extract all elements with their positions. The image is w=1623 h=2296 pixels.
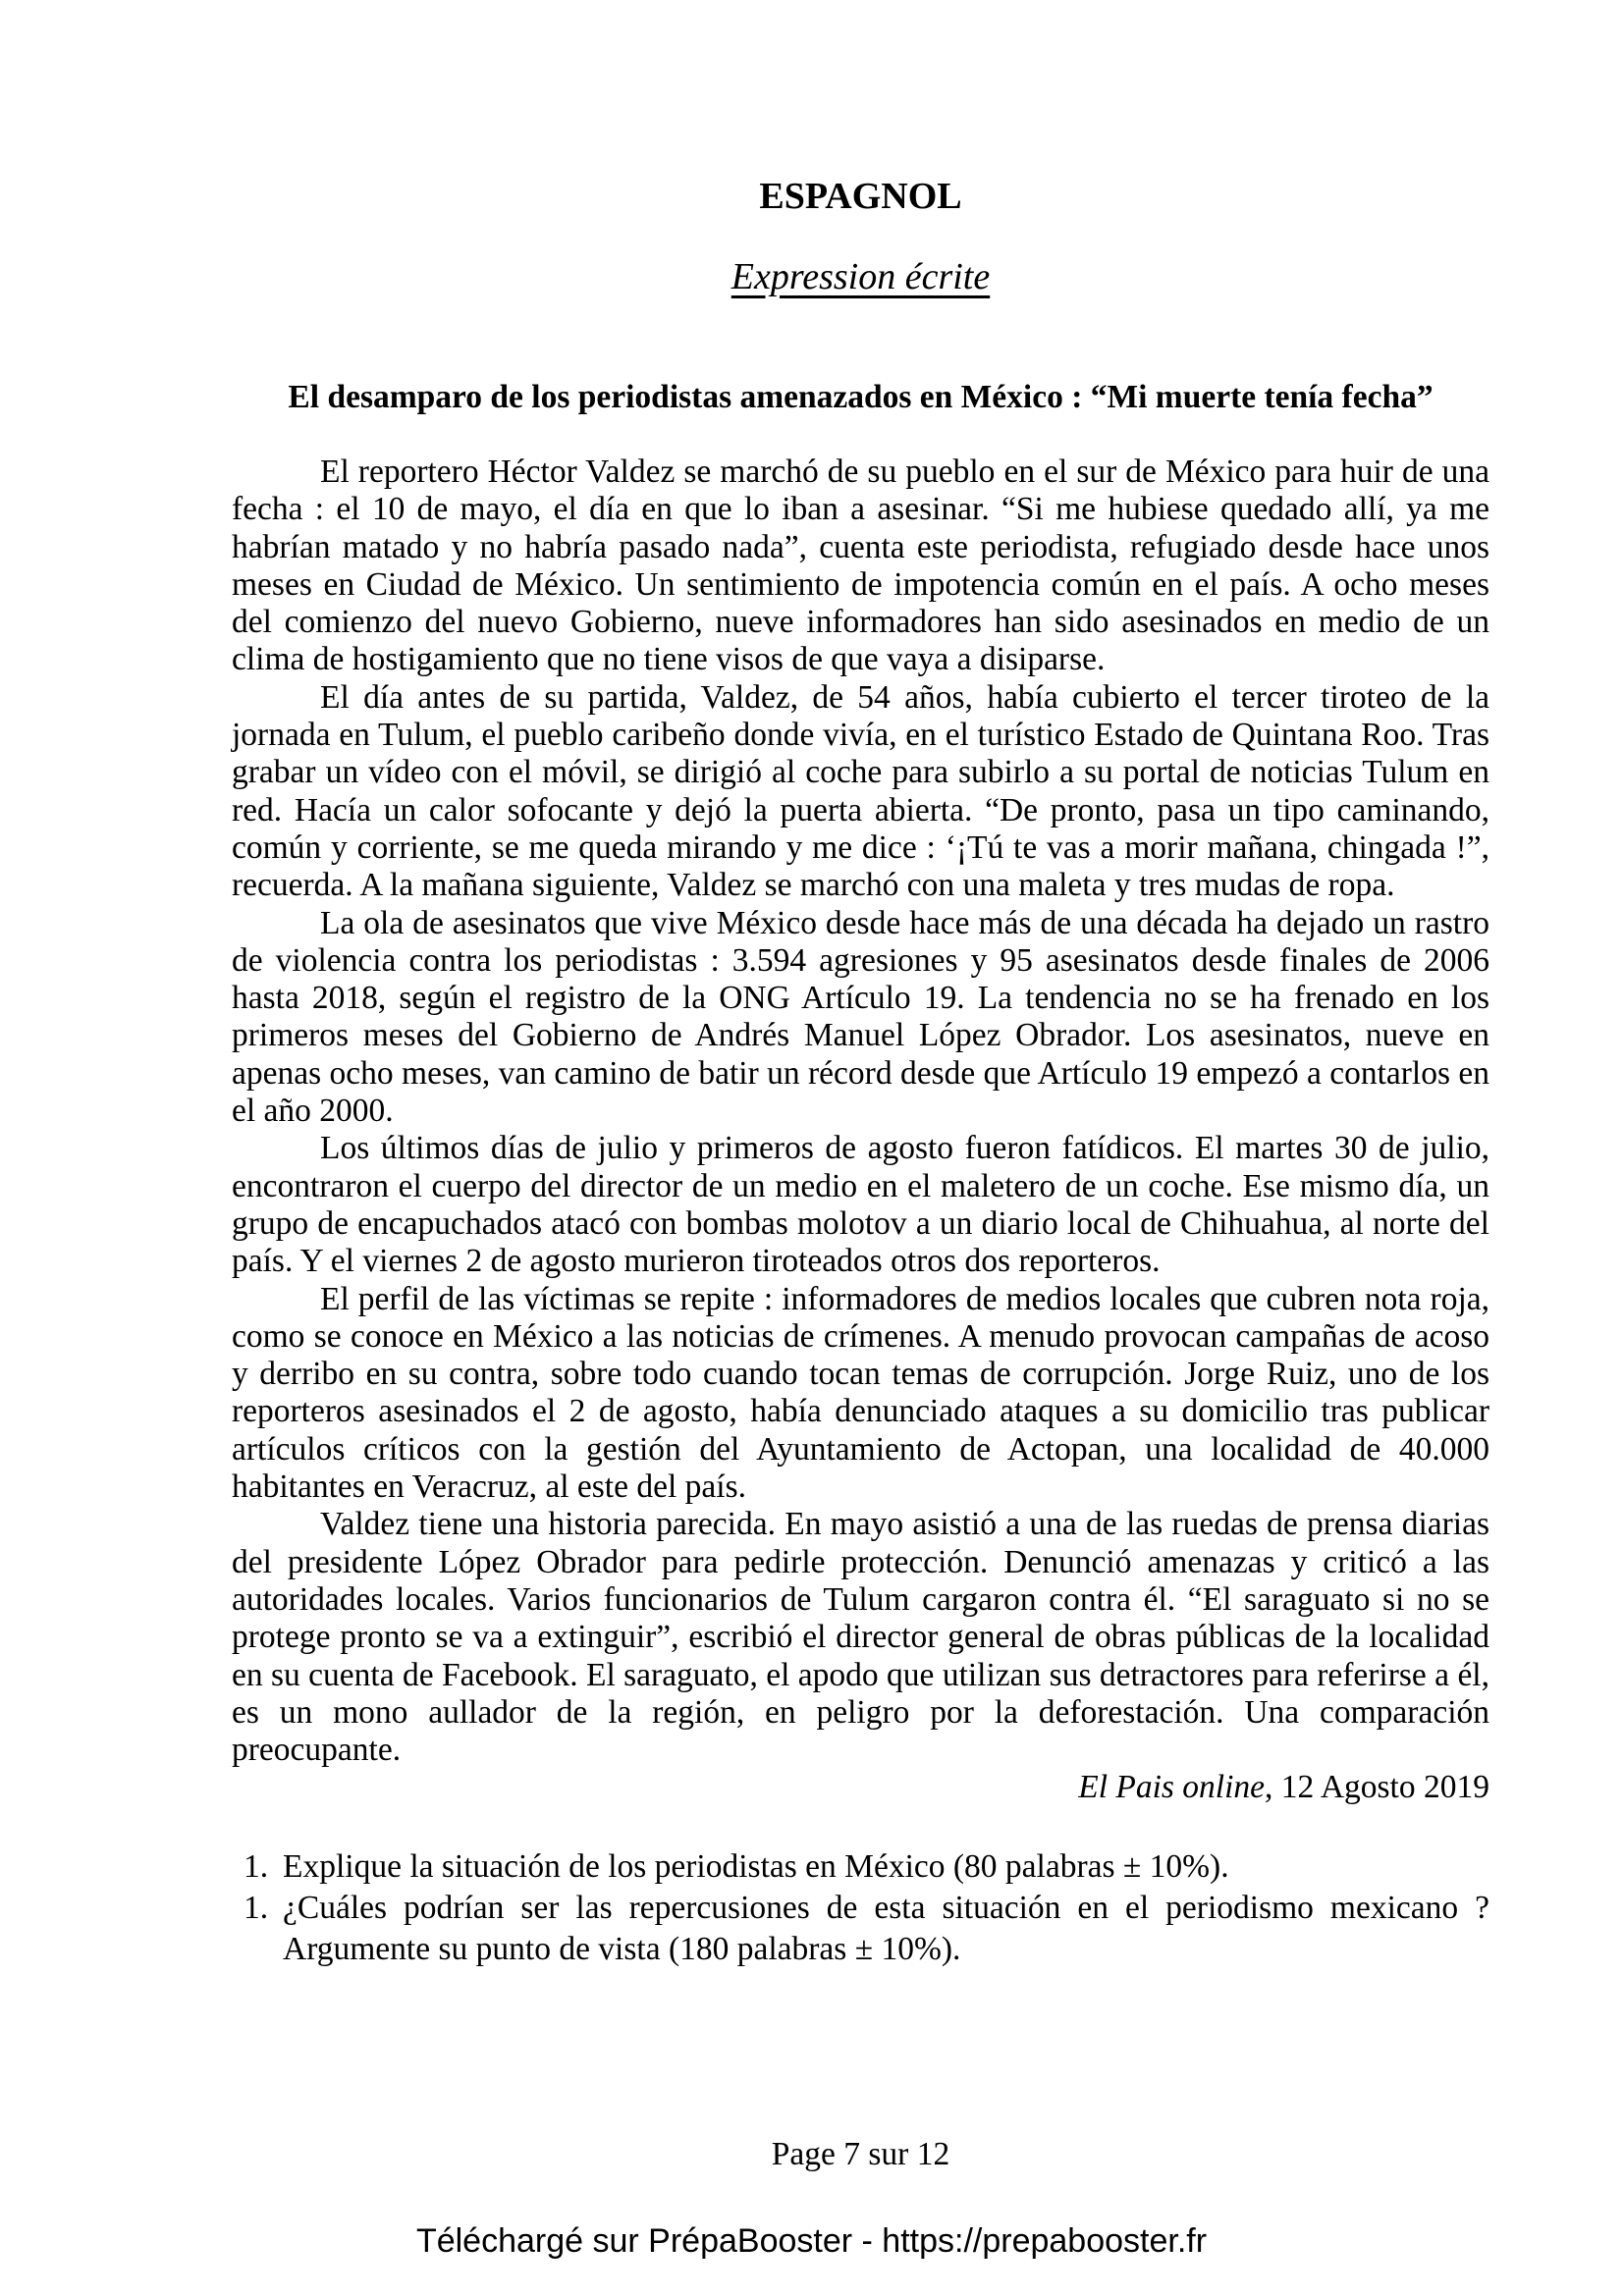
article-paragraph: El perfil de las víctimas se repite : informadores de medios locales que cubren nota roja, como se conoce en México a las noticias de crímenes. A menudo provocan campañas de acoso y derribo en su contra, sobre todo cuando tocan temas de corrupción. Jorge Ruiz, uno de los reporteros asesinados el 2 de agosto, había denunciado ataques a su domicilio tras publicar artículos críticos con la gestión del Ayuntamiento de Actopan, una localidad de 40.000 habitantes en Veracruz, al este del país. (232, 1280, 1489, 1506)
page-number-footer: Page 7 sur 12 (771, 2136, 950, 2172)
question-text: ¿Cuáles podrían ser las repercusiones de esta situación en el periodismo mexicano ? Argumente su punto de vista (180 palabras ± 10%). (283, 1890, 1489, 1967)
article-body (232, 454, 1489, 1807)
section-subtitle (232, 255, 1489, 300)
question-number: 1. (243, 1848, 269, 1885)
attribution-publication: El Pais online (1078, 1769, 1266, 1806)
page-title: ESPAGNOL (759, 176, 962, 217)
question-text: Explique la situación de los periodistas en México (80 palabras ± 10%). (283, 1848, 1229, 1885)
article-headline: El desamparo de los periodistas amenazados en México : “Mi muerte tenía fecha” (288, 379, 1434, 415)
question-item (232, 1846, 1489, 1888)
article-paragraph: Valdez tiene una historia parecida. En mayo asistió a una de las ruedas de prensa diarias del presidente López Obrador para pedirle protección. Denunció amenazas y criticó a las autoridades locales. Varios funcionarios de Tulum cargaron contra él. “El saraguato si no se protege pronto se va a extinguir”, escribió el director general de obras públicas de la localidad en su cuenta de Facebook. El saraguato, el apodo que utilizan sus detractores para referirse a él, es un mono aullador de la región, en peligro por la deforestación. Una comparación preocupante. (232, 1506, 1489, 1769)
article-paragraph: El día antes de su partida, Valdez, de 54 años, había cubierto el tercer tiroteo de la jornada en Tulum, el pueblo caribeño donde vivía, en el turístico Estado de Quintana Roo. Tras grabar un vídeo con el móvil, se dirigió al coche para subirlo a su portal de noticias Tulum en red. Hacía un calor sofocante y dejó la puerta abierta. “De pronto, pasa un tipo caminando, común y corriente, se me queda mirando y me dice : ‘¡Tú te vas a morir mañana, chingada !”, recuerda. A la mañana siguiente, Valdez se marchó con una maleta y tres mudas de ropa. (232, 678, 1489, 904)
article-paragraph: La ola de asesinatos que vive México desde hace más de una década ha dejado un rastro de violencia contra los periodistas : 3.594 agresiones y 95 asesinatos desde finales de 2006 hasta 2018, según el registro de la ONG Artículo 19. La tendencia no se ha frenado en los primeros meses del Gobierno de Andrés Manuel López Obrador. Los asesinatos, nueve en apenas ocho meses, van camino de batir un récord desde que Artículo 19 empezó a contarlos en el año 2000. (232, 904, 1489, 1130)
article-paragraph: Los últimos días de julio y primeros de agosto fueron fatídicos. El martes 30 de julio, encontraron el cuerpo del director de un medio en el maletero de un coche. Ese mismo día, un grupo de encapuchados atacó con bombas molotov a un diario local de Chihuahua, al norte del país. Y el viernes 2 de agosto murieron tiroteados otros dos reporteros. (232, 1130, 1489, 1280)
attribution-date: , 12 Agosto 2019 (1265, 1769, 1489, 1806)
article-paragraph: El reportero Héctor Valdez se marchó de su pueblo en el sur de México para huir de una fecha : el 10 de mayo, el día en que lo iban a asesinar. “Si me hubiese quedado allí, ya me habrían matado y no habría pasado nada”, cuenta este periodista, refugiado desde hace unos meses en Ciudad de México. Un sentimiento de impotencia común en el país. A ocho meses del comienzo del nuevo Gobierno, nueve informadores han sido asesinados en medio de un clima de hostigamiento que no tiene visos de que vaya a disiparse. (232, 454, 1489, 678)
section-subtitle-text: Expression écrite (730, 256, 991, 297)
questions-list (232, 1846, 1489, 1970)
question-number: 1. (243, 1890, 269, 1926)
article-attribution (232, 1769, 1489, 1806)
download-footer: Téléchargé sur PrépaBooster - https://prepabooster.fr (415, 2222, 1208, 2260)
question-item (232, 1888, 1489, 1970)
text-column (232, 0, 1489, 2296)
